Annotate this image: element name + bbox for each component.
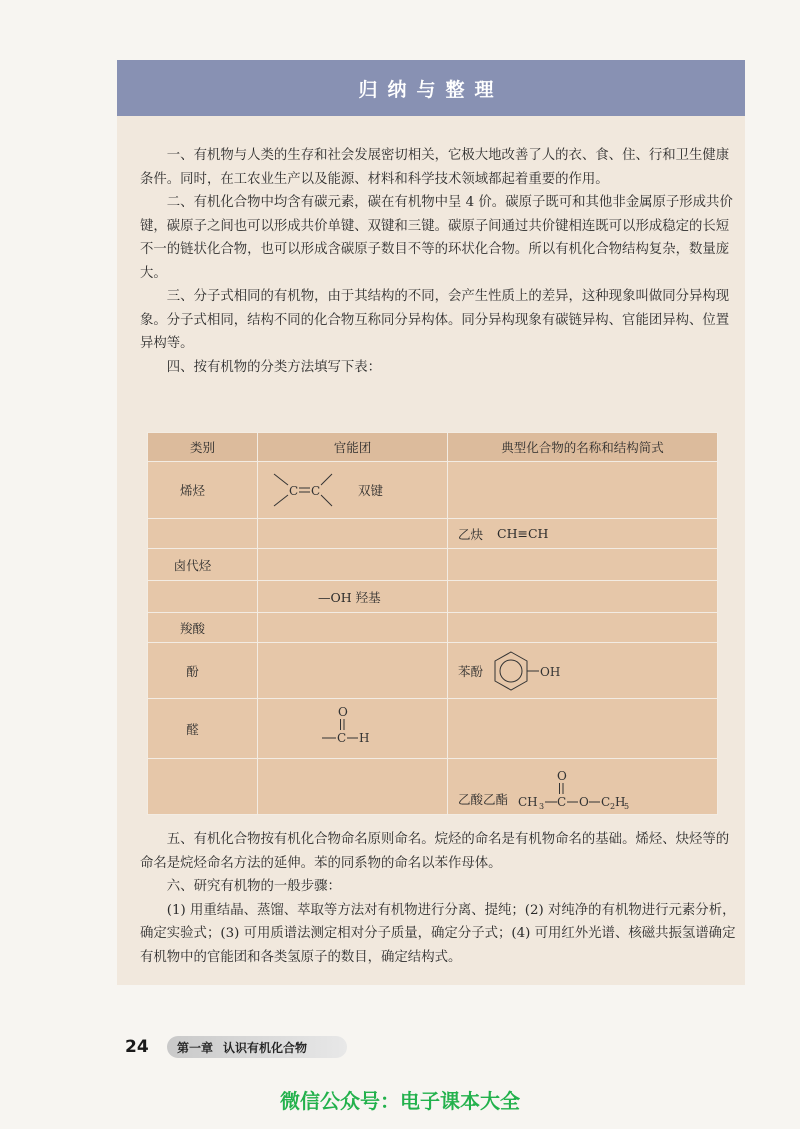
- header-category: 类别: [148, 433, 258, 462]
- ester-o: O: [579, 794, 589, 809]
- table-row: [148, 643, 718, 699]
- ethyl-acetate-structure: [516, 764, 656, 810]
- group-cell: [258, 699, 448, 759]
- example-cell: [448, 581, 718, 613]
- svg-text:C: C: [311, 484, 321, 498]
- aldehyde-h: H: [359, 731, 370, 745]
- phenol-oh-label: OH: [540, 664, 561, 679]
- ester-c2: C: [601, 794, 611, 809]
- table-row: [148, 581, 718, 613]
- group-cell: [258, 643, 448, 699]
- table-row: [148, 759, 718, 815]
- category-cell: 烯烃: [148, 462, 258, 519]
- table-row: [148, 613, 718, 643]
- summary-text-continued: [140, 828, 740, 969]
- example-cell: [448, 613, 718, 643]
- category-cell: 醛: [148, 699, 258, 759]
- paragraph-1: 一、有机物与人类的生存和社会发展密切相关，它极大地改善了人的衣、食、住、行和卫生健康条件。同时，在工农业生产以及能源、材料和科学技术领域都起着重要的作用。: [140, 148, 730, 187]
- phenol-structure: [489, 649, 589, 693]
- chapter-title: 认识有机化合物: [223, 1040, 308, 1055]
- page-number: 24: [125, 1037, 149, 1057]
- ester-c: C: [557, 794, 567, 809]
- aldehyde-c: C: [337, 731, 347, 745]
- chapter-number: 第一章: [177, 1040, 214, 1055]
- paragraph-4: 四、按有机物的分类方法填写下表：: [166, 359, 382, 375]
- header-functional-group: 官能团: [258, 433, 448, 462]
- ester-carbonyl-o: O: [557, 768, 567, 783]
- group-cell: [258, 759, 448, 815]
- classification-table: [147, 432, 718, 815]
- cc-double-bond-structure: [268, 468, 338, 512]
- group-name: 双键: [358, 483, 384, 498]
- example-cell: [448, 643, 718, 699]
- aldehyde-o: O: [338, 705, 348, 719]
- category-cell: [148, 581, 258, 613]
- aldehyde-group-structure: [318, 702, 388, 752]
- group-cell: [258, 549, 448, 581]
- category-cell: [148, 519, 258, 549]
- paragraph-6: 六、研究有机物的一般步骤：: [166, 879, 341, 894]
- svg-text:C: C: [289, 484, 299, 498]
- example-cell: [448, 549, 718, 581]
- example-name: 乙炔: [458, 526, 484, 542]
- category-cell: 卤代烃: [148, 549, 258, 581]
- example-name: 苯酚: [458, 663, 484, 679]
- example-cell: [448, 759, 718, 815]
- section-title: 归纳与整理: [117, 60, 745, 116]
- summary-text: [140, 144, 740, 379]
- table-row: [148, 699, 718, 759]
- paragraph-5: 五、有机化合物按有机化合物命名原则命名。烷烃的命名是有机物命名的基础。烯烃、炔烃等的命名是烷烃命名方法的延伸。苯的同系物的命名以苯作母体。: [140, 832, 730, 871]
- category-cell: [148, 759, 258, 815]
- example-cell: [448, 699, 718, 759]
- header-example: 典型化合物的名称和结构简式: [448, 433, 718, 462]
- example-name: 乙酸乙酯: [458, 791, 509, 807]
- table-header-row: [148, 433, 718, 462]
- group-cell: [258, 519, 448, 549]
- group-cell: [258, 613, 448, 643]
- example-cell: [448, 462, 718, 519]
- ester-sub-2: 2: [610, 801, 616, 810]
- table-row: [148, 549, 718, 581]
- watermark-text: 微信公众号：电子课本大全: [280, 1089, 520, 1113]
- ester-sub-3: 3: [539, 801, 545, 810]
- table-row: [148, 519, 718, 549]
- ester-ch: CH: [518, 794, 538, 809]
- group-cell: —OH 羟基: [258, 581, 448, 613]
- group-cell: [258, 462, 448, 519]
- example-cell: [448, 519, 718, 549]
- example-formula: CH≡CH: [497, 526, 549, 541]
- category-cell: 羧酸: [148, 613, 258, 643]
- paragraph-2: 二、有机化合物中均含有碳元素，碳在有机物中呈 4 价。碳原子既可和其他非金属原子形成共价键，碳原子之间也可以形成共价单键、双键和三键。碳原子间通过共价键相连既可以形成稳定的长短不一的链状化合物，也可以形成含碳原子数目不等的环状化合物。所以有机化合物结构复杂，数量庞大。: [140, 195, 733, 281]
- category-cell: 酚: [148, 643, 258, 699]
- ester-h: H: [615, 794, 626, 809]
- summary-panel: [117, 60, 745, 985]
- table-row: [148, 462, 718, 519]
- paragraph-3: 三、分子式相同的有机物，由于其结构的不同，会产生性质上的差异，这种现象叫做同分异构现象。分子式相同，结构不同的化合物互称同分异构体。同分异构现象有碳链异构、官能团异构、位置异构等。: [140, 289, 730, 351]
- chapter-footer: [167, 1036, 347, 1058]
- ester-sub-5: 5: [624, 801, 630, 810]
- paragraph-7: (1) 用重结晶、蒸馏、萃取等方法对有机物进行分离、提纯；(2) 对纯净的有机物进行元素分析，确定实验式；(3) 可用质谱法测定相对分子质量，确定分子式；(4) 可用红外光谱、核磁共振氢谱确定有机物中的官能团和各类氢原子的数目，确定结构式。: [140, 902, 736, 965]
